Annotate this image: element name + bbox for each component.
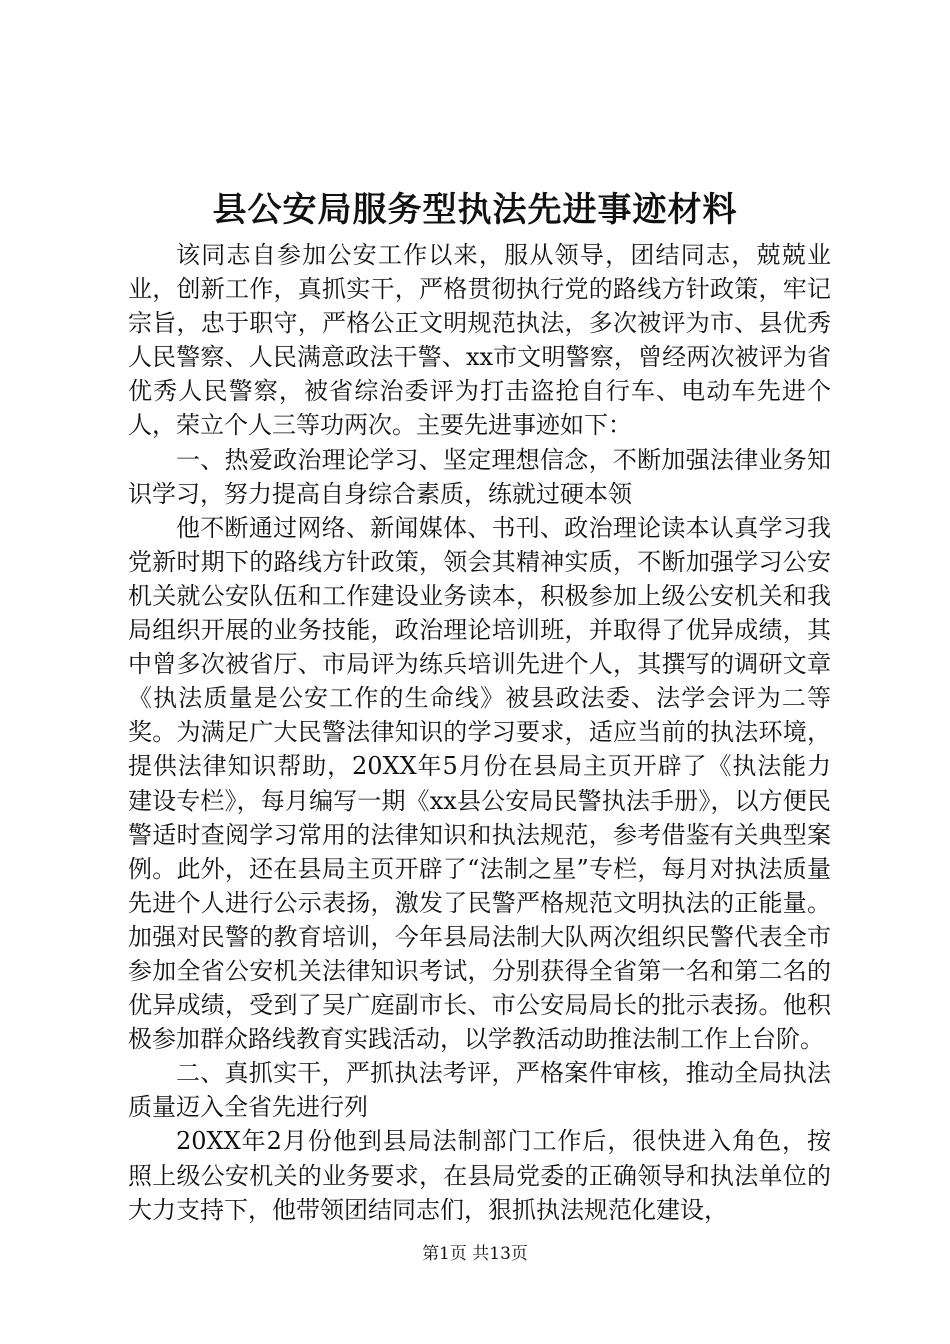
section-heading-1: 一、热爱政治理论学习、坚定理想信念，不断加强法律业务知识学习，努力提高自身综合素质，练就过硬本领 [128, 445, 831, 508]
page-number-footer: 第1页 共13页 [422, 1244, 528, 1264]
paragraph-intro: 该同志自参加公安工作以来，服从领导，团结同志，兢兢业业，创新工作，真抓实干，严格贯彻执行党的路线方针政策，牢记宗旨，忠于职守，严格公正文明规范执法，多次被评为市、县优秀人民警察、人民满意政法干警、xx市文明警察，曾经两次被评为省优秀人民警察，被省综治委评为打击盗抢自行车、电动车先进个人，荣立个人三等功两次。主要先进事迹如下： [128, 241, 831, 440]
paragraph-section-1: 他不断通过网络、新闻媒体、书刊、政治理论读本认真学习我党新时期下的路线方针政策，领会其精神实质，不断加强学习公安机关就公安队伍和工作建设业务读本，积极参加上级公安机关和我局组织开展的业务技能，政治理论培训班，并取得了优异成绩，其中曾多次被省厅、市局评为练兵培训先进个人，其撰写的调研文章《执法质量是公安工作的生命线》被县政法委、法学会评为二等奖。为满足广大民警法律知识的学习要求，适应当前的执法环境，提供法律知识帮助，20XX年5月份在县局主页开辟了《执法能力建设专栏》，每月编写一期《xx县公安局民警执法手册》，以方便民警适时查阅学习常用的法律知识和执法规范，参考借鉴有关典型案例。此外，还在县局主页开辟了“法制之星”专栏，每月对执法质量先进个人进行公示表扬，激发了民警严格规范文明执法的正能量。加强对民警的教育培训，今年县局法制大队两次组织民警代表全市参加全省公安机关法律知识考试，分别获得全省第一名和第二名的优异成绩，受到了吴广庭副市长、市公安局局长的批示表扬。他积极参加群众路线教育实践活动，以学教活动助推法制工作上台阶。 [128, 513, 831, 1054]
paragraph-section-2: 20XX年2月份他到县局法制部门工作后，很快进入角色，按照上级公安机关的业务要求，在县局党委的正确领导和执法单位的大力支持下，他带领团结同志们，狠抓执法规范化建设， [128, 1127, 831, 1224]
section-heading-2: 二、真抓实干，严抓执法考评，严格案件审核，推动全局执法质量迈入全省先进行列 [128, 1059, 831, 1122]
document-body [128, 238, 831, 1227]
document-title: 县公安局服务型执法先进事迹材料 [212, 190, 738, 230]
